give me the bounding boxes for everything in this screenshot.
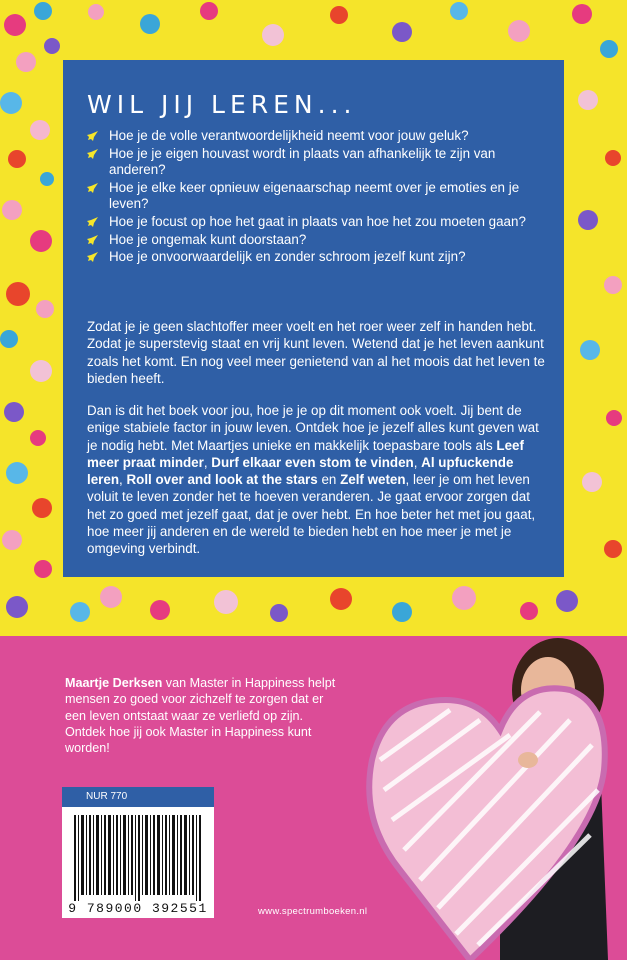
confetti-dot [100, 586, 122, 608]
publisher-url: www.spectrumboeken.nl [258, 906, 368, 917]
paragraph-text: Dan is dit het boek voor jou, hoe je je op dit moment ook voelt. Jij bent de enige stabiele factor in jouw leven. Ontdek hoe je jezelf alles kunt geven wat je nodig hebt. Met Maartjes unieke en makkelijk toepasbare tools als [87, 403, 539, 453]
confetti-dot [40, 172, 54, 186]
confetti-dot [578, 90, 598, 110]
list-item [81, 214, 551, 231]
question-text: Hoe je onvoorwaardelijk en zonder schroom jezelf kunt zijn? [109, 249, 466, 265]
confetti-dot [262, 24, 284, 46]
rocket-icon [85, 148, 99, 161]
confetti-dot [214, 590, 238, 614]
confetti-dot [6, 596, 28, 618]
confetti-dot [2, 530, 22, 550]
confetti-dot [452, 586, 476, 610]
confetti-dot [6, 462, 28, 484]
confetti-dot [30, 230, 52, 252]
bio-text: van Master in Happiness helpt mensen zo goed voor zichzelf te zorgen dat er een leven ontstaat waar ze verliefd op zijn. Ontdek hoe jij ook Master in Happiness kunt worden! [65, 676, 336, 756]
question-text: Hoe je je eigen houvast wordt in plaats van afhankelijk te zijn van anderen? [109, 145, 496, 178]
tool-name: Durf elkaar even stom te vinden [211, 454, 414, 470]
confetti-dot [4, 402, 24, 422]
list-item [81, 249, 551, 266]
confetti-dot [520, 602, 538, 620]
confetti-dot [392, 22, 412, 42]
rocket-icon [85, 234, 99, 247]
confetti-dot [140, 14, 160, 34]
paragraph-text: , leer je om het leven voluit te leven zonder het te hoeven veranderen. Je gaat ervoor zorgen dat het zo goed met jezelf gaat, dat je over hebt. En hoe beter het met jou gaat, hoe meer jij anderen en de wereld te bieden hebt en hoe meer je met je omgeving verbindt. [87, 472, 536, 557]
list-item [81, 128, 551, 145]
body-paragraph [87, 402, 545, 558]
confetti-dot [36, 300, 54, 318]
confetti-dot [330, 588, 352, 610]
list-item [81, 232, 551, 249]
confetti-dot [572, 4, 592, 24]
confetti-dot [606, 410, 622, 426]
confetti-dot [580, 340, 600, 360]
rocket-icon [85, 251, 99, 264]
confetti-dot [578, 210, 598, 230]
rocket-icon [85, 182, 99, 195]
confetti-dot [0, 330, 18, 348]
question-text: Hoe je de volle verantwoordelijkheid neemt voor jouw geluk? [109, 128, 469, 143]
tool-name: Zelf weten [340, 472, 406, 488]
author-name: Maartje Derksen [65, 676, 163, 690]
confetti-dot [4, 14, 26, 36]
confetti-dot [330, 6, 348, 24]
confetti-dot [6, 282, 30, 306]
confetti-dot [604, 276, 622, 294]
confetti-dot [150, 600, 170, 620]
confetti-dot [600, 40, 618, 58]
rocket-icon [85, 216, 99, 229]
question-text: Hoe je focust op hoe het gaat in plaats van hoe het zou moeten gaan? [109, 213, 526, 229]
confetti-dot [32, 498, 52, 518]
confetti-dot [270, 604, 288, 622]
confetti-dot [30, 430, 46, 446]
separator: , [119, 472, 127, 488]
intro-paragraph: Zodat je je geen slachtoffer meer voelt en het roer weer zelf in handen hebt. Zodat je superstevig staat en vrij kunt leven. Wetend dat je het leven aankunt zoals het komt. En nog veel meer genietend van al het moois dat het leven te bieden heeft. [87, 319, 545, 386]
confetti-dot [2, 200, 22, 220]
tool-name: Al upfuckende leren [87, 454, 514, 488]
confetti-dot [392, 602, 412, 622]
nur-label: NUR 770 [62, 787, 214, 807]
confetti-dot [30, 360, 52, 382]
confetti-dot [556, 590, 578, 612]
confetti-dot [605, 150, 621, 166]
confetti-dot [30, 120, 50, 140]
confetti-dot [508, 20, 530, 42]
question-text: Hoe je elke keer opnieuw eigenaarschap neemt over je emoties en je leven? [109, 179, 520, 212]
confetti-dot [604, 540, 622, 558]
confetti-dot [34, 560, 52, 578]
blue-text-panel [63, 60, 564, 577]
question-list [81, 128, 551, 267]
confetti-dot [450, 2, 468, 20]
question-text: Hoe je ongemak kunt doorstaan? [109, 231, 307, 247]
isbn-number: 9 789000 392551 [68, 901, 208, 916]
panel-title: WIL JIJ LEREN... [87, 90, 357, 119]
confetti-dot [16, 52, 36, 72]
author-bio [65, 675, 345, 756]
list-item [81, 180, 551, 213]
confetti-dot [88, 4, 104, 20]
confetti-dot [70, 602, 90, 622]
separator: , [203, 454, 212, 470]
separator: en [317, 472, 341, 488]
confetti-dot [34, 2, 52, 20]
confetti-dot [8, 150, 26, 168]
confetti-dot [200, 2, 218, 20]
list-item [81, 146, 551, 179]
confetti-dot [582, 472, 602, 492]
rocket-icon [85, 130, 99, 143]
tool-name: Leef meer praat minder [87, 437, 524, 470]
separator: , [413, 454, 422, 470]
confetti-dot [44, 38, 60, 54]
tool-name: Roll over and look at the stars [126, 472, 318, 488]
confetti-dot [0, 92, 22, 114]
